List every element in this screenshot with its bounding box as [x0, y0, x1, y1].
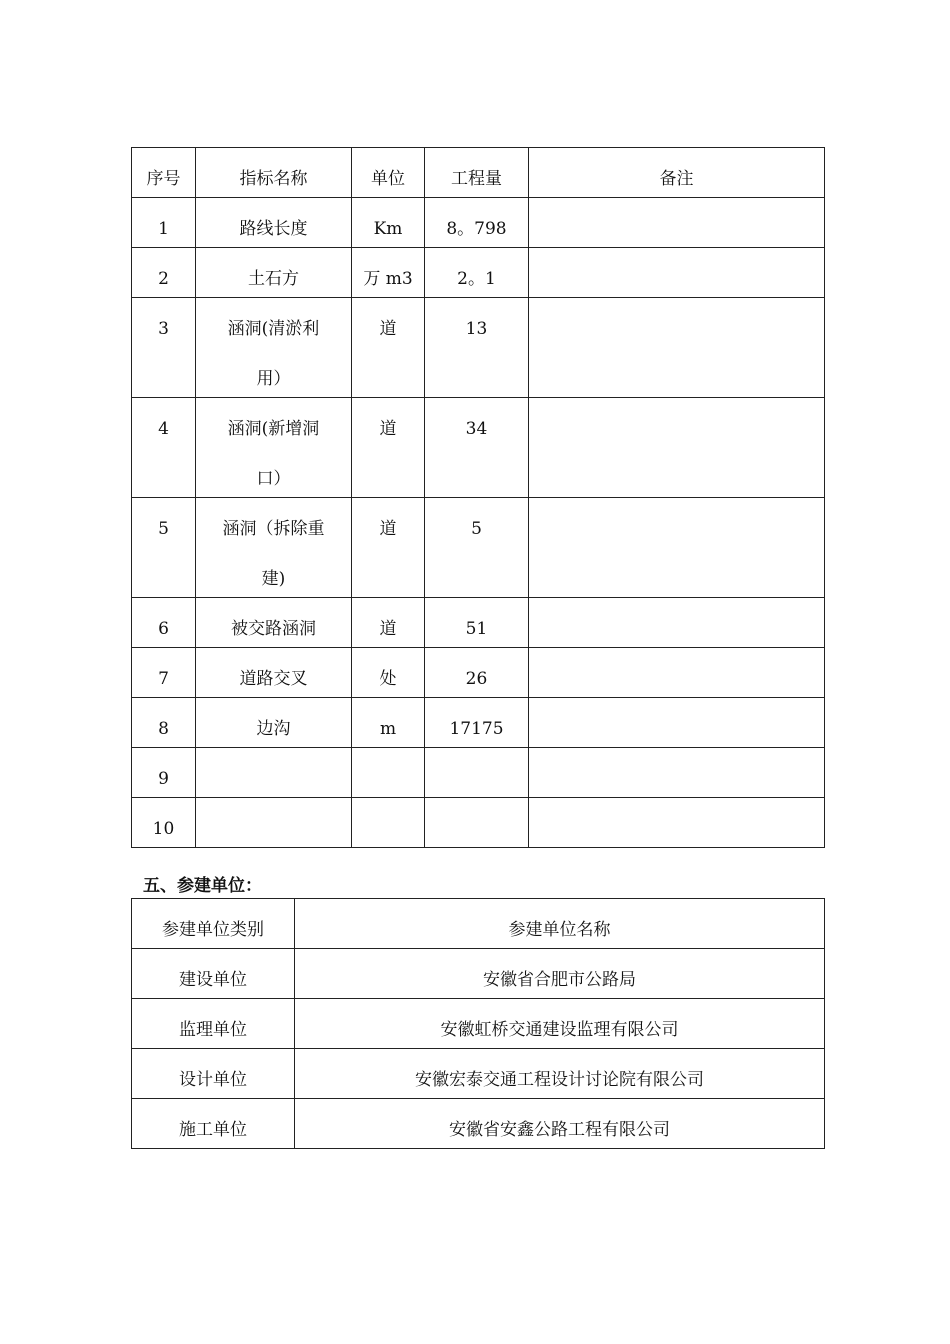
row-qty: 17175	[449, 719, 504, 739]
row-name: 道路交叉	[239, 669, 308, 689]
table-row	[132, 798, 825, 848]
header-name: 指标名称	[239, 169, 308, 189]
unit-type: 建设单位	[179, 970, 247, 990]
row-unit	[352, 748, 424, 769]
row-unit: 道	[379, 419, 397, 439]
row-qty: 2。1	[457, 269, 496, 289]
row-qty: 8。798	[446, 219, 507, 239]
table-row	[132, 498, 825, 598]
row-note	[529, 198, 824, 219]
table-row	[132, 999, 825, 1049]
row-name-line1: 涵洞(清淤利	[227, 319, 320, 339]
table-row	[132, 1099, 825, 1149]
header-note: 备注	[659, 169, 694, 189]
row-name-line2: 建)	[261, 569, 286, 589]
row-no: 2	[158, 269, 169, 289]
row-name	[196, 298, 351, 389]
row-no: 1	[158, 219, 169, 239]
table-row	[132, 398, 825, 498]
row-qty	[425, 798, 528, 819]
row-unit	[352, 798, 424, 819]
section-title: 五、参建单位：	[143, 876, 262, 896]
row-no: 8	[158, 719, 169, 739]
row-unit: 万 m3	[363, 269, 413, 289]
row-unit: 道	[379, 319, 397, 339]
row-unit: 处	[379, 669, 397, 689]
unit-type: 施工单位	[179, 1120, 247, 1140]
row-qty: 26	[465, 669, 488, 689]
row-name: 土石方	[248, 269, 299, 289]
row-no: 7	[158, 669, 169, 689]
row-name	[196, 748, 351, 769]
header-unit-name: 参建单位名称	[508, 920, 611, 940]
header-quantity: 工程量	[451, 169, 502, 189]
row-name-line1: 涵洞（拆除重	[222, 519, 325, 539]
row-name: 边沟	[256, 719, 291, 739]
unit-name: 安徽省安鑫公路工程有限公司	[449, 1120, 670, 1140]
unit-name: 安徽省合肥市公路局	[483, 970, 636, 990]
row-unit: m	[379, 719, 397, 739]
row-no: 4	[158, 419, 169, 439]
table-row	[132, 248, 825, 298]
row-qty: 13	[465, 319, 488, 339]
row-unit: 道	[379, 519, 397, 539]
table-row	[132, 949, 825, 999]
table-row	[132, 1049, 825, 1099]
table-row	[132, 698, 825, 748]
header-unit: 单位	[371, 169, 405, 189]
row-no: 5	[158, 519, 169, 539]
row-note	[529, 498, 824, 519]
row-no: 3	[158, 319, 169, 339]
row-note	[529, 798, 824, 819]
table-header-row	[132, 899, 825, 949]
row-note	[529, 598, 824, 619]
header-unit-type: 参建单位类别	[162, 920, 264, 940]
header-no: 序号	[146, 169, 181, 189]
table-row	[132, 298, 825, 398]
row-name-line2: 用）	[256, 369, 291, 389]
unit-name: 安徽虹桥交通建设监理有限公司	[440, 1020, 679, 1040]
row-name	[196, 798, 351, 819]
row-name	[196, 498, 351, 589]
row-name	[196, 398, 351, 489]
table-row	[132, 198, 825, 248]
row-note	[529, 298, 824, 319]
row-qty: 51	[465, 619, 488, 639]
row-no: 6	[158, 619, 169, 639]
row-no: 9	[158, 769, 169, 789]
row-qty: 5	[471, 519, 482, 539]
row-note	[529, 748, 824, 769]
table-row	[132, 748, 825, 798]
table-row	[132, 648, 825, 698]
row-qty: 34	[465, 419, 488, 439]
unit-type: 监理单位	[179, 1020, 247, 1040]
row-no: 10	[152, 819, 175, 839]
unit-type: 设计单位	[179, 1070, 247, 1090]
indicator-table	[131, 147, 825, 848]
row-name: 被交路涵洞	[231, 619, 316, 639]
row-note	[529, 398, 824, 419]
unit-name: 安徽宏泰交通工程设计讨论院有限公司	[415, 1070, 704, 1090]
units-table	[131, 898, 825, 1149]
row-unit: 道	[379, 619, 397, 639]
row-unit: Km	[373, 219, 403, 239]
row-note	[529, 698, 824, 719]
row-qty	[425, 748, 528, 769]
row-name: 路线长度	[239, 219, 308, 239]
row-name-line1: 涵洞(新增洞	[227, 419, 320, 439]
row-name-line2: 口）	[256, 469, 291, 489]
table-row	[132, 598, 825, 648]
table-header-row	[132, 148, 825, 198]
row-note	[529, 248, 824, 269]
row-note	[529, 648, 824, 669]
